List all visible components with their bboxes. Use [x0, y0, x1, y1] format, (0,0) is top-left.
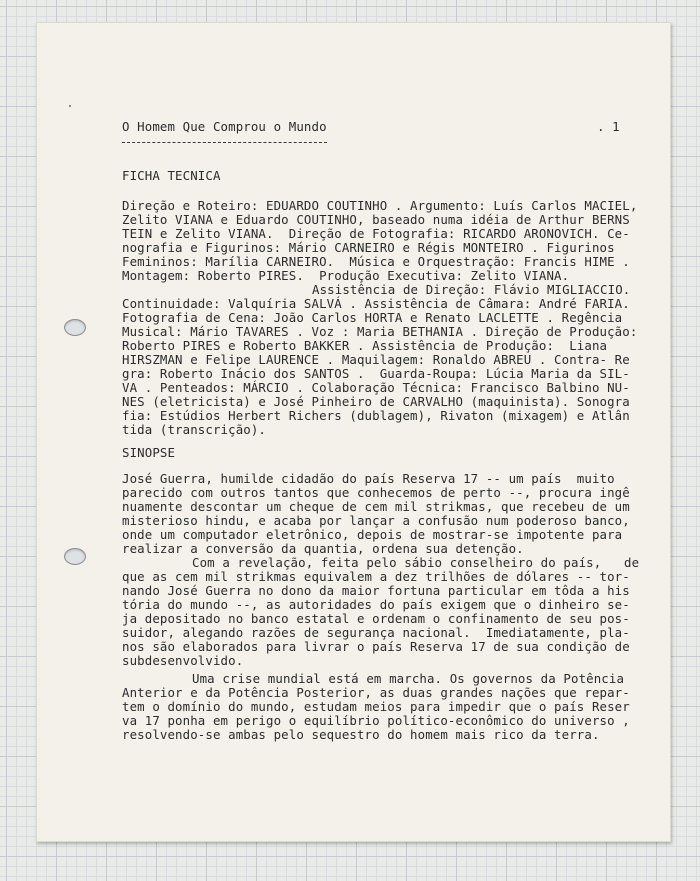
text-line: nografia e Figurinos: Mário CARNEIRO e Régis MONTEIRO . Figurinos	[122, 240, 615, 255]
text-line: TEIN e Zelito VIANA. Direção de Fotografia: RICARDO ARONOVICH. Ce-	[122, 226, 630, 241]
document-title: O Homem Que Comprou o Mundo	[122, 119, 327, 134]
text-line: Roberto PIRES e Roberto BAKKER . Assistência de Produção: Liana	[122, 338, 608, 353]
punch-hole-top	[64, 319, 86, 336]
text-line: Direção e Roteiro: EDUARDO COUTINHO . Argumento: Luís Carlos MACIEL,	[122, 198, 638, 213]
text-line: nando José Guerra no dono da maior fortuna particular em tôda a his	[122, 583, 630, 598]
section-heading-ficha-tecnica: FICHA TECNICA	[122, 168, 221, 183]
text-line: tem o domínio do mundo, estudam meios para impedir que o país Reser	[122, 699, 630, 714]
text-line: fia: Estúdios Herbert Richers (dublagem), Rivaton (mixagem) e Atlân	[122, 408, 630, 423]
text-line: onde um computador eletrônico, depois de mostrar-se impotente para	[122, 527, 623, 542]
text-line: Femininos: Marília CARNEIRO. Música e Orquestração: Francis HIME .	[122, 254, 630, 269]
text-line: Uma crise mundial está em marcha. Os governos da Potência	[192, 671, 625, 686]
text-line: Assistência de Direção: Flávio MIGLIACCIO.	[312, 282, 631, 297]
text-line: Com a revelação, feita pelo sábio conselheiro do país, de	[192, 555, 640, 570]
text-line: tória do mundo --, as autoridades do país exigem que o dinheiro se-	[122, 597, 630, 612]
page-speck	[69, 105, 71, 107]
text-line: subdesenvolvido.	[122, 653, 244, 668]
section-heading-sinopse: SINOPSE	[122, 445, 176, 460]
text-line: Anterior e da Potência Posterior, as duas grandes nações que repar-	[122, 685, 630, 700]
title-underline	[122, 142, 327, 143]
text-line: Musical: Mário TAVARES . Voz : Maria BETHANIA . Direção de Produção:	[122, 324, 638, 339]
text-line: Fotografia de Cena: João Carlos HORTA e Renato LACLETTE . Regência	[122, 310, 623, 325]
text-line: va 17 ponha em perigo o equilíbrio político-econômico do universo ,	[122, 713, 630, 728]
punch-hole-bottom	[64, 548, 86, 565]
text-line: misterioso hindu, e acaba por lançar a confusão num poderoso banco,	[122, 513, 630, 528]
text-line: Continuidade: Valquíria SALVÁ . Assistência de Câmara: André FARIA.	[122, 296, 630, 311]
text-line: gra: Roberto Inácio dos SANTOS . Guarda-Roupa: Lúcia Maria da SIL-	[122, 366, 630, 381]
text-line: VA . Penteados: MÁRCIO . Colaboração Técnica: Francisco Balbino NU-	[122, 380, 630, 395]
text-line: HIRSZMAN e Felipe LAURENCE . Maquilagem: Ronaldo ABREU . Contra- Re	[122, 352, 630, 367]
text-line: que as cem mil strikmas equivalem a dez trilhões de dólares -- tor-	[122, 569, 630, 584]
text-line: realizar a conversão da quantia, ordena sua detenção.	[122, 541, 524, 556]
page-number: . 1	[597, 119, 620, 134]
text-line: suidor, alegando razões de segurança nacional. Imediatamente, pla-	[122, 625, 630, 640]
text-line: ja depositado no banco estatal e ordenam o confinamento de seu pos-	[122, 611, 630, 626]
text-line: nos são elaborados para livrar o país Reserva 17 de sua condição de	[122, 639, 630, 654]
text-line: tida (transcrição).	[122, 422, 267, 437]
text-line: resolvendo-se ambas pelo sequestro do homem mais rico da terra.	[122, 727, 600, 742]
text-line: Montagem: Roberto PIRES. Produção Executiva: Zelito VIANA.	[122, 268, 570, 283]
text-line: NES (eletricista) e José Pinheiro de CARVALHO (maquinista). Sonogra	[122, 394, 630, 409]
text-line: Zelito VIANA e Eduardo COUTINHO, baseado numa idéia de Arthur BERNS	[122, 212, 630, 227]
text-line: parecido com outros tantos que conhecemos de perto --, procura ingê	[122, 485, 630, 500]
text-line: nuamente descontar um cheque de cem mil strikmas, que recebeu de um	[122, 499, 630, 514]
text-line: José Guerra, humilde cidadão do país Reserva 17 -- um país muito	[122, 471, 615, 486]
